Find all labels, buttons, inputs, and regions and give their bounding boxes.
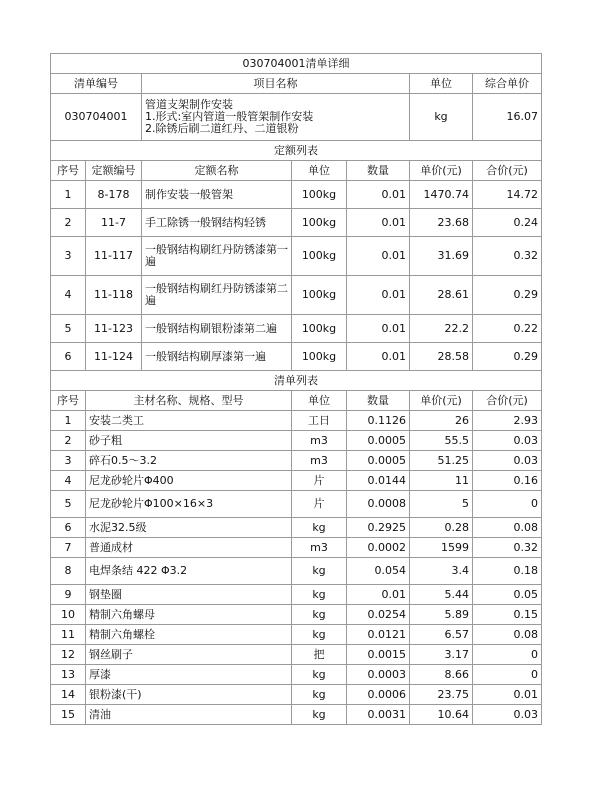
material-price: 6.57 [410,625,473,645]
material-name: 精制六角螺栓 [86,625,292,645]
material-no: 8 [51,558,86,585]
material-name: 银粉漆(干) [86,685,292,705]
material-name: 钢丝刷子 [86,645,292,665]
quota-row [51,181,542,209]
material-row [51,625,542,645]
material-name: 碎石0.5～3.2 [86,451,292,471]
material-name: 精制六角螺母 [86,605,292,625]
quota-price: 31.69 [410,237,473,276]
material-total: 0.05 [473,585,542,605]
bill-code: 030704001 [51,94,142,141]
quota-qty: 0.01 [347,237,410,276]
quota-unit: 100kg [292,181,347,209]
material-row [51,451,542,471]
material-no: 4 [51,471,86,491]
header-item-name: 项目名称 [142,74,410,94]
bill-unit: kg [410,94,473,141]
material-unit: 工日 [292,411,347,431]
quota-name: 一般钢结构刷红丹防锈漆第一遍 [142,237,292,276]
quota-no: 3 [51,237,86,276]
material-total: 0.03 [473,705,542,725]
quota-name: 一般钢结构刷厚漆第一遍 [142,343,292,371]
material-row [51,705,542,725]
material-unit: kg [292,705,347,725]
material-qty: 0.0002 [347,538,410,558]
header-unit-price: 综合单价 [473,74,542,94]
quota-no: 6 [51,343,86,371]
bill-detail-table [50,53,542,725]
quota-code: 11-124 [86,343,142,371]
quota-name: 一般钢结构刷银粉漆第二遍 [142,315,292,343]
quota-code: 11-7 [86,209,142,237]
material-unit: kg [292,625,347,645]
quota-code: 8-178 [86,181,142,209]
title-row [51,54,542,74]
material-row [51,605,542,625]
material-total: 0.08 [473,518,542,538]
quota-header-name: 定额名称 [142,161,292,181]
material-row [51,558,542,585]
material-qty: 0.0031 [347,705,410,725]
material-total: 0 [473,491,542,518]
material-no: 12 [51,645,86,665]
material-row [51,538,542,558]
material-name: 尼龙砂轮片Φ100×16×3 [86,491,292,518]
quota-unit: 100kg [292,343,347,371]
material-unit: m3 [292,451,347,471]
material-total: 2.93 [473,411,542,431]
quota-section-row [51,141,542,161]
material-name: 砂子粗 [86,431,292,451]
quota-total: 14.72 [473,181,542,209]
materials-header-qty: 数量 [347,391,410,411]
material-unit: kg [292,518,347,538]
quota-code: 11-118 [86,276,142,315]
material-row [51,518,542,538]
material-price: 8.66 [410,665,473,685]
material-name: 厚漆 [86,665,292,685]
material-unit: kg [292,558,347,585]
material-no: 7 [51,538,86,558]
material-price: 51.25 [410,451,473,471]
material-no: 1 [51,411,86,431]
material-name: 钢垫圈 [86,585,292,605]
material-qty: 0.0006 [347,685,410,705]
quota-total: 0.29 [473,276,542,315]
quota-qty: 0.01 [347,181,410,209]
material-no: 11 [51,625,86,645]
quota-header-unit: 单位 [292,161,347,181]
material-unit: kg [292,685,347,705]
quota-header-price: 单价(元) [410,161,473,181]
quota-name: 一般钢结构刷红丹防锈漆第二遍 [142,276,292,315]
quota-no: 1 [51,181,86,209]
summary-header-row [51,74,542,94]
material-no: 15 [51,705,86,725]
material-qty: 0.01 [347,585,410,605]
quota-total: 0.22 [473,315,542,343]
bill-price: 16.07 [473,94,542,141]
quota-price: 23.68 [410,209,473,237]
materials-header-no: 序号 [51,391,86,411]
material-total: 0 [473,645,542,665]
material-price: 11 [410,471,473,491]
quota-unit: 100kg [292,315,347,343]
material-price: 3.4 [410,558,473,585]
materials-section-title: 清单列表 [51,371,542,391]
material-price: 1599 [410,538,473,558]
header-unit: 单位 [410,74,473,94]
material-unit: m3 [292,431,347,451]
material-unit: kg [292,585,347,605]
material-qty: 0.2925 [347,518,410,538]
item-name-line: 2.除锈后刷二道红丹、二道银粉 [145,122,299,135]
summary-row [51,94,542,141]
materials-header-unit: 单位 [292,391,347,411]
material-row [51,411,542,431]
quota-name: 制作安装一般管架 [142,181,292,209]
material-price: 55.5 [410,431,473,451]
material-name: 清油 [86,705,292,725]
quota-price: 28.58 [410,343,473,371]
quota-qty: 0.01 [347,343,410,371]
material-row [51,685,542,705]
material-price: 0.28 [410,518,473,538]
material-unit: kg [292,665,347,685]
material-name: 尼龙砂轮片Φ400 [86,471,292,491]
materials-header-name: 主材名称、规格、型号 [86,391,292,411]
material-total: 0.01 [473,685,542,705]
material-price: 10.64 [410,705,473,725]
material-total: 0.16 [473,471,542,491]
materials-section-row [51,371,542,391]
material-qty: 0.054 [347,558,410,585]
material-no: 14 [51,685,86,705]
material-row [51,585,542,605]
material-qty: 0.0121 [347,625,410,645]
material-qty: 0.1126 [347,411,410,431]
quota-row [51,343,542,371]
material-qty: 0.0254 [347,605,410,625]
material-total: 0.08 [473,625,542,645]
table-title: 030704001清单详细 [51,54,542,74]
quota-qty: 0.01 [347,209,410,237]
material-qty: 0.0005 [347,431,410,451]
quota-price: 28.61 [410,276,473,315]
material-price: 5 [410,491,473,518]
quota-row [51,209,542,237]
material-name: 安装二类工 [86,411,292,431]
material-row [51,645,542,665]
material-total: 0 [473,665,542,685]
material-no: 10 [51,605,86,625]
material-price: 5.44 [410,585,473,605]
material-no: 6 [51,518,86,538]
item-name-line: 1.形式:室内管道一般管架制作安装 [145,110,314,123]
quota-row [51,276,542,315]
quota-price: 22.2 [410,315,473,343]
quota-qty: 0.01 [347,315,410,343]
quota-qty: 0.01 [347,276,410,315]
material-no: 3 [51,451,86,471]
quota-code: 11-117 [86,237,142,276]
material-total: 0.03 [473,451,542,471]
quota-name: 手工除锈一般钢结构轻锈 [142,209,292,237]
material-total: 0.32 [473,538,542,558]
material-no: 2 [51,431,86,451]
quota-unit: 100kg [292,209,347,237]
materials-header-total: 合价(元) [473,391,542,411]
material-name: 水泥32.5级 [86,518,292,538]
material-row [51,491,542,518]
material-name: 普通成材 [86,538,292,558]
header-bill-code: 清单编号 [51,74,142,94]
material-name: 电焊条结 422 Φ3.2 [86,558,292,585]
quota-unit: 100kg [292,237,347,276]
material-unit: 把 [292,645,347,665]
quota-no: 2 [51,209,86,237]
quota-row [51,237,542,276]
quota-header-qty: 数量 [347,161,410,181]
material-total: 0.18 [473,558,542,585]
item-name-line: 管道支架制作安装 [145,98,233,111]
material-price: 3.17 [410,645,473,665]
material-unit: m3 [292,538,347,558]
material-no: 5 [51,491,86,518]
material-row [51,665,542,685]
material-unit: 片 [292,491,347,518]
quota-total: 0.24 [473,209,542,237]
quota-total: 0.32 [473,237,542,276]
material-qty: 0.0003 [347,665,410,685]
quota-header-total: 合价(元) [473,161,542,181]
material-price: 23.75 [410,685,473,705]
quota-unit: 100kg [292,276,347,315]
material-row [51,471,542,491]
quota-header-code: 定额编号 [86,161,142,181]
material-no: 9 [51,585,86,605]
item-name [142,94,410,141]
quota-header-row [51,161,542,181]
quota-row [51,315,542,343]
material-total: 0.15 [473,605,542,625]
quota-no: 5 [51,315,86,343]
materials-header-row [51,391,542,411]
quota-total: 0.29 [473,343,542,371]
quota-header-no: 序号 [51,161,86,181]
material-unit: 片 [292,471,347,491]
material-qty: 0.0015 [347,645,410,665]
material-total: 0.03 [473,431,542,451]
material-no: 13 [51,665,86,685]
material-qty: 0.0008 [347,491,410,518]
material-price: 26 [410,411,473,431]
material-qty: 0.0144 [347,471,410,491]
material-row [51,431,542,451]
quota-price: 1470.74 [410,181,473,209]
quota-no: 4 [51,276,86,315]
material-price: 5.89 [410,605,473,625]
material-unit: kg [292,605,347,625]
materials-header-price: 单价(元) [410,391,473,411]
quota-code: 11-123 [86,315,142,343]
material-qty: 0.0005 [347,451,410,471]
quota-section-title: 定额列表 [51,141,542,161]
